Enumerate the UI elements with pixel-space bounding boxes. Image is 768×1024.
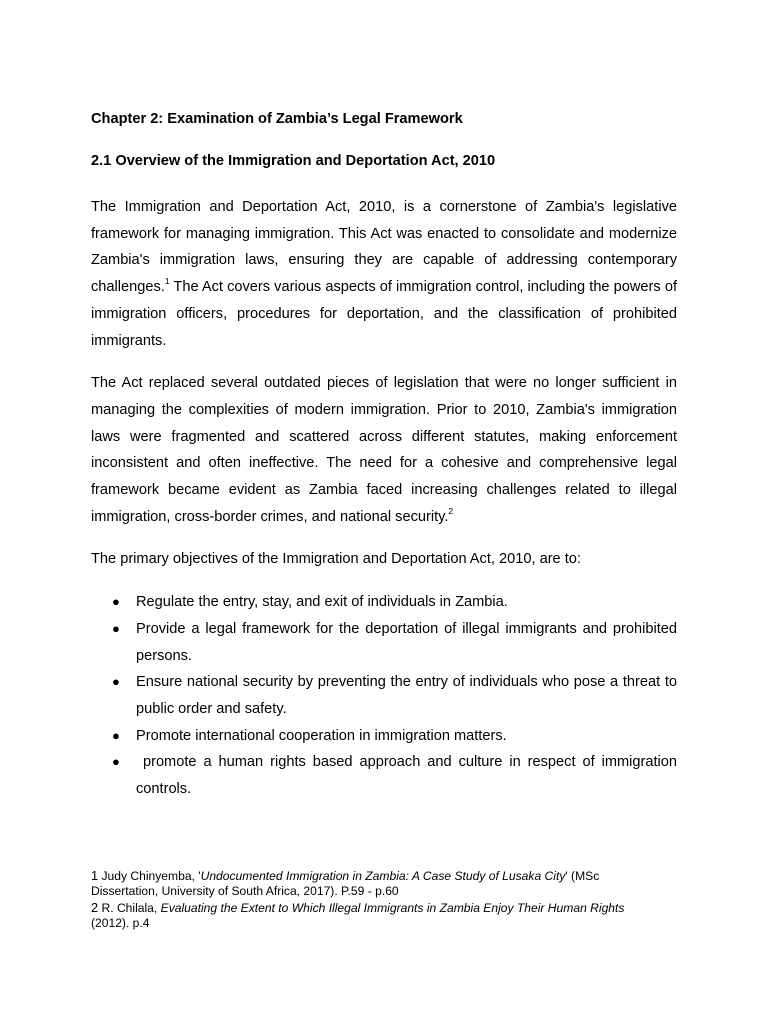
bullet-icon: ● [112, 754, 120, 770]
footnote-ref-1: 1 [164, 276, 170, 287]
bullet-icon: ● [112, 594, 120, 610]
footnotes [91, 868, 651, 932]
bullet-icon: ● [112, 620, 120, 636]
list-item [91, 723, 677, 750]
list-item-text: promote a human rights based approach and culture in respect of immigration controls. [136, 754, 682, 798]
bullet-icon: ● [112, 727, 120, 743]
paragraph-history [91, 370, 677, 530]
paragraph-objectives-intro: The primary objectives of the Immigration and Deportation Act, 2010, are to: [91, 551, 581, 568]
footnote-title: Evaluating the Extent to Which Illegal Immigrants in Zambia Enjoy Their Human Rights [160, 900, 625, 915]
list-item [91, 669, 677, 722]
list-item [91, 589, 677, 616]
objectives-list [91, 589, 682, 803]
list-item [91, 749, 682, 802]
list-item-text: Regulate the entry, stay, and exit of individuals in Zambia. [136, 594, 508, 611]
section-title: 2.1 Overview of the Immigration and Deportation Act, 2010 [91, 153, 496, 169]
footnote-ref-2: 2 [448, 505, 454, 516]
paragraph-overview-text-a: The Immigration and Deportation Act, 2010, is a cornerstone of Zambia's legislative framework for managing immigration. This Act was enacted to consolidate and modernize Zambia's immigration laws, ensuring they are capable of addressing contemporary challenges. [91, 199, 677, 296]
paragraph-history-text: The Act replaced several outdated pieces of legislation that were no longer sufficient in managing the complexities of modern immigration. Prior to 2010, Zambia's immigration laws were fragmented and scattered across different statutes, making enforcement inconsistent and often ineffective. The need for a cohesive and comprehensive legal framework became evident as Zambia faced increasing challenges related to illegal immigration, cross-border crimes, and national security. [91, 375, 677, 525]
footnote-text: Judy Chinyemba, ' [98, 869, 201, 883]
list-item-text: Promote international cooperation in immigration matters. [136, 727, 507, 744]
footnote-text: (2012). p.4 [91, 916, 150, 931]
footnote-1 [91, 868, 651, 900]
footnote-text: R. Chilala, [98, 900, 161, 915]
list-item [91, 616, 677, 669]
paragraph-overview [91, 194, 677, 354]
list-item-text: Provide a legal framework for the deportation of illegal immigrants and prohibited persons. [136, 620, 677, 664]
footnote-number: 2 [91, 899, 99, 915]
page-content [91, 109, 682, 803]
bullet-icon: ● [112, 674, 120, 690]
paragraph-overview-text-b: The Act covers various aspects of immigration control, including the powers of immigration officers, procedures for deportation, and the classification of prohibited immigrants. [91, 279, 677, 349]
footnote-text: ' (MSc Dissertation, University of South Africa, 2017). P.59 - p.60 [91, 869, 600, 899]
footnote-title: Undocumented Immigration in Zambia: A Case Study of Lusaka City [200, 869, 566, 883]
list-item-text: Ensure national security by preventing the entry of individuals who pose a threat to public order and safety. [136, 674, 677, 717]
footnote-number: 1 [91, 868, 99, 883]
footnote-2 [91, 900, 651, 932]
chapter-title: Chapter 2: Examination of Zambia’s Legal Framework [91, 111, 463, 127]
